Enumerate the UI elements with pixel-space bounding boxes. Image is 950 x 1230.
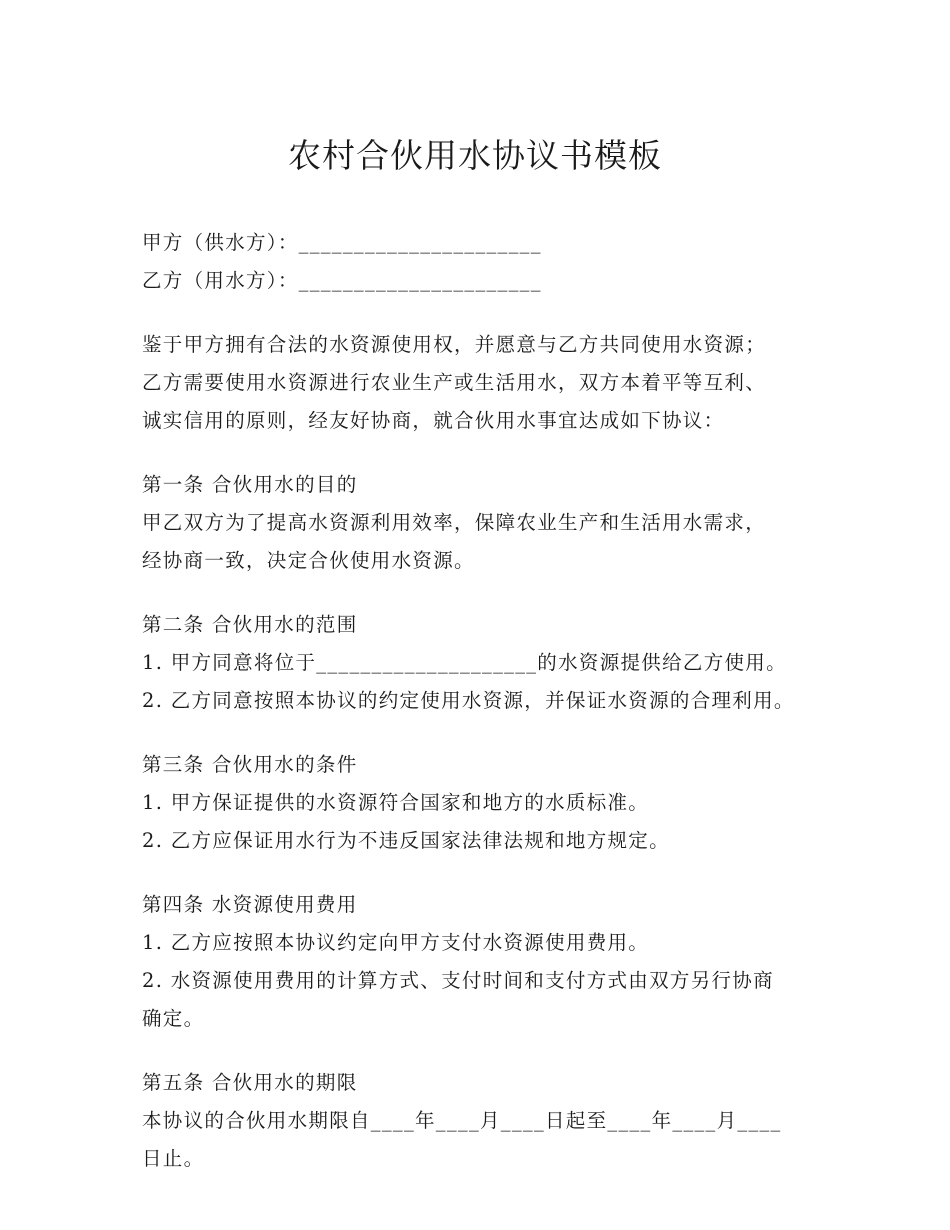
spacer [142,440,842,466]
spacer [142,720,842,746]
article-line: 日止。 [142,1147,205,1170]
article-line: 2. 水资源使用费用的计算方式、支付时间和支付方式由双方另行协商 [142,969,774,992]
party-b-line: 乙方（用水方）：______________________ [142,269,542,292]
spacer [142,860,842,886]
article-line: 1. 甲方同意将位于____________________的水资源提供给乙方使用。 [142,651,787,674]
spacer [142,1038,842,1064]
article-heading: 第一条 合伙用水的目的 [142,473,358,496]
document-title: 农村合伙用水协议书模板 [288,136,662,175]
document-body [142,224,842,1178]
article-line: 1. 乙方应按照本协议约定向甲方支付水资源使用费用。 [142,931,650,954]
spacer [142,580,842,606]
article-line: 本协议的合伙用水期限自____年____月____日起至____年____月____ [142,1109,782,1132]
article-heading: 第四条 水资源使用费用 [142,893,358,916]
article-line: 确定。 [142,1007,205,1030]
article-heading: 第三条 合伙用水的条件 [142,753,358,776]
article-line: 甲乙双方为了提高水资源利用效率，保障农业生产和生活用水需求， [142,511,767,534]
article-heading: 第二条 合伙用水的范围 [142,613,358,636]
preamble-line: 诚实信用的原则，经友好协商，就合伙用水事宜达成如下协议： [142,409,725,432]
article-line: 2. 乙方应保证用水行为不违反国家法律法规和地方规定。 [142,829,670,852]
article-line: 经协商一致，决定合伙使用水资源。 [142,549,475,572]
preamble-line: 鉴于甲方拥有合法的水资源使用权，并愿意与乙方共同使用水资源； [142,333,767,356]
party-a-line: 甲方（供水方）：______________________ [142,231,542,254]
article-line: 2. 乙方同意按照本协议的约定使用水资源，并保证水资源的合理利用。 [142,689,795,712]
article-heading: 第五条 合伙用水的期限 [142,1071,358,1094]
spacer [142,300,842,326]
article-line: 1. 甲方保证提供的水资源符合国家和地方的水质标准。 [142,791,650,814]
preamble-line: 乙方需要使用水资源进行农业生产或生活用水，双方本着平等互利、 [142,371,767,394]
